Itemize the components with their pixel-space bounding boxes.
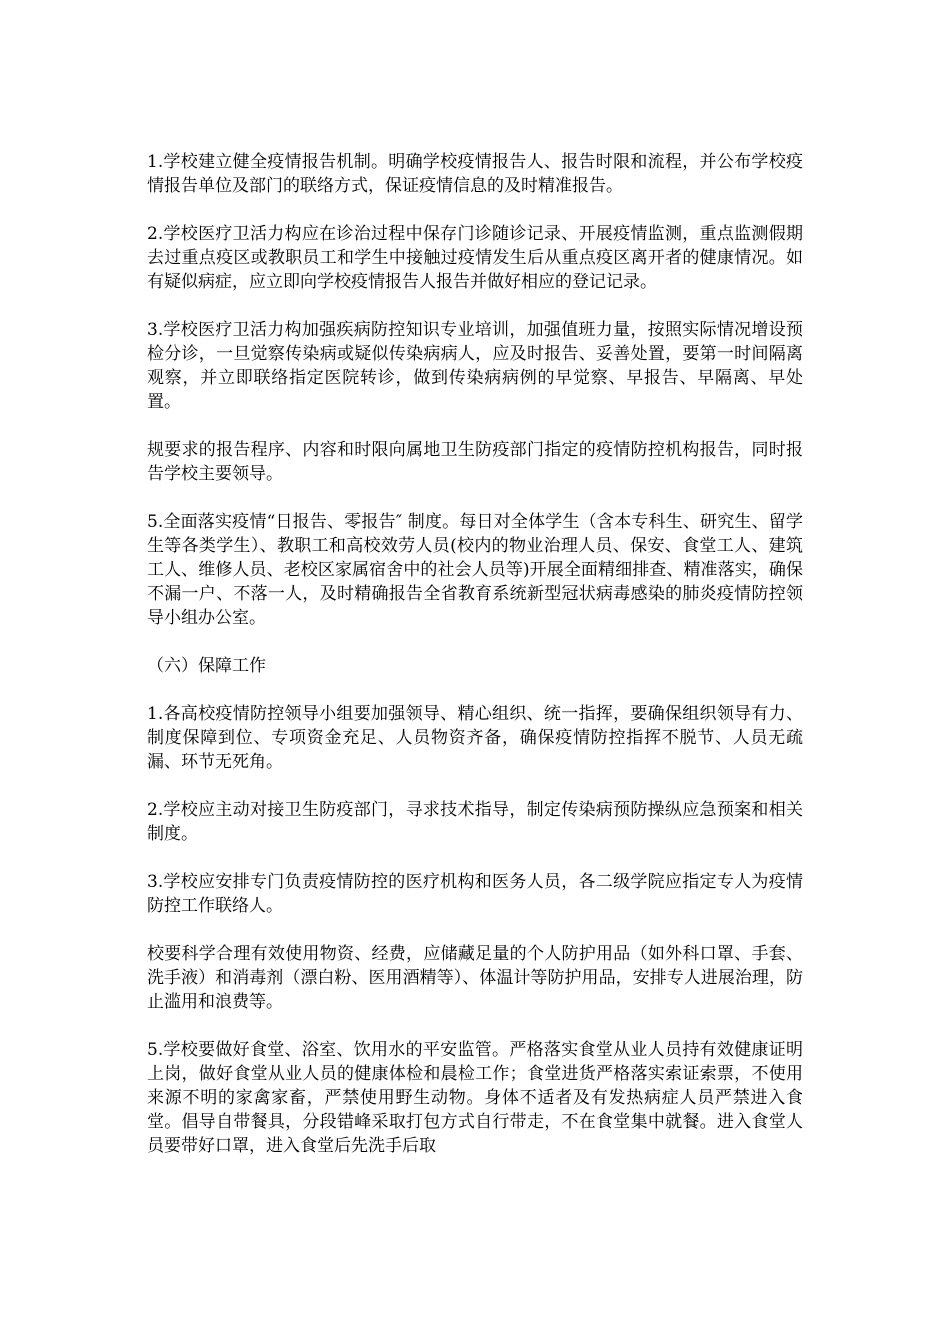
paragraph-report-mechanism: 1.学校建立健全疫情报告机制。明确学校疫情报告人、报告时限和流程，并公布学校疫情报告单位及部门的联络方式，保证疫情信息的及时精准报告。 (147, 152, 803, 196)
paragraph-leadership: 1.各高校疫情防控领导小组要加强领导、精心组织、统一指挥，要确保组织领导有力、制度保障到位、专项资金充足、人员物资齐备，确保疫情防控指挥不脱节、人员无疏漏、环节无死角。 (147, 704, 803, 772)
paragraph-canteen-safety: 5.学校要做好食堂、浴室、饮用水的平安监管。严格落实食堂从业人员持有效健康证明上岗，做好食堂从业人员的健康体检和晨检工作；食堂进货严格落实索证索票，不使用来源不明的家禽家畜，严禁使用野生动物。身体不适者及有发热病症人员严禁进入食堂。倡导自带餐具，分段错峰采取打包方式自行带走，不在食堂集中就餐。进入食堂人员要带好口罩，进入食堂后先洗手后取 (147, 1040, 803, 1156)
paragraph-daily-report: 5.全面落实疫情“日报告、零报告″ 制度。每日对全体学生（含本专科生、研究生、留学生等各类学生）、教职工和高校效劳人员(校内的物业治理人员、保安、食堂工人、建筑工人、维修人员、老校区家属宿舍中的社会人员等)开展全面精细排查、精准落实，确保不漏一户、不落一人，及时精确报告全省教育系统新型冠状病毒感染的肺炎疫情防控领导小组办公室。 (147, 512, 803, 628)
paragraph-supplies-funds: 校要科学合理有效使用物资、经费，应储藏足量的个人防护用品（如外科口罩、手套、洗手液）和消毒剂（漂白粉、医用酒精等）、体温计等防护用品，安排专人进展治理，防止滥用和浪费等。 (147, 944, 803, 1012)
paragraph-report-procedure: 规要求的报告程序、内容和时限向属地卫生防疫部门指定的疫情防控机构报告，同时报告学校主要领导。 (147, 440, 803, 484)
paragraph-training-triage: 3.学校医疗卫活力构加强疾病防控知识专业培训，加强值班力量，按照实际情况增设预检分诊，一旦觉察传染病或疑似传染病病人，应及时报告、妥善处置，要第一时间隔离观察，并立即联络指定医院转诊，做到传染病病例的早觉察、早报告、早隔离、早处置。 (147, 320, 803, 412)
section-heading-support-work: （六）保障工作 (147, 656, 266, 676)
document-body (147, 150, 803, 1182)
paragraph-health-department: 2.学校应主动对接卫生防疫部门，寻求技术指导，制定传染病预防操纵应急预案和相关制度。 (147, 800, 803, 844)
paragraph-medical-monitoring: 2.学校医疗卫活力构应在诊治过程中保存门诊随诊记录、开展疫情监测，重点监测假期去过重点疫区或教职员工和学生中接触过疫情发生后从重点疫区离开者的健康情况。如有疑似病症，应立即向学校疫情报告人报告并做好相应的登记记录。 (147, 224, 803, 292)
paragraph-medical-staff: 3.学校应安排专门负责疫情防控的医疗机构和医务人员，各二级学院应指定专人为疫情防控工作联络人。 (147, 872, 803, 916)
